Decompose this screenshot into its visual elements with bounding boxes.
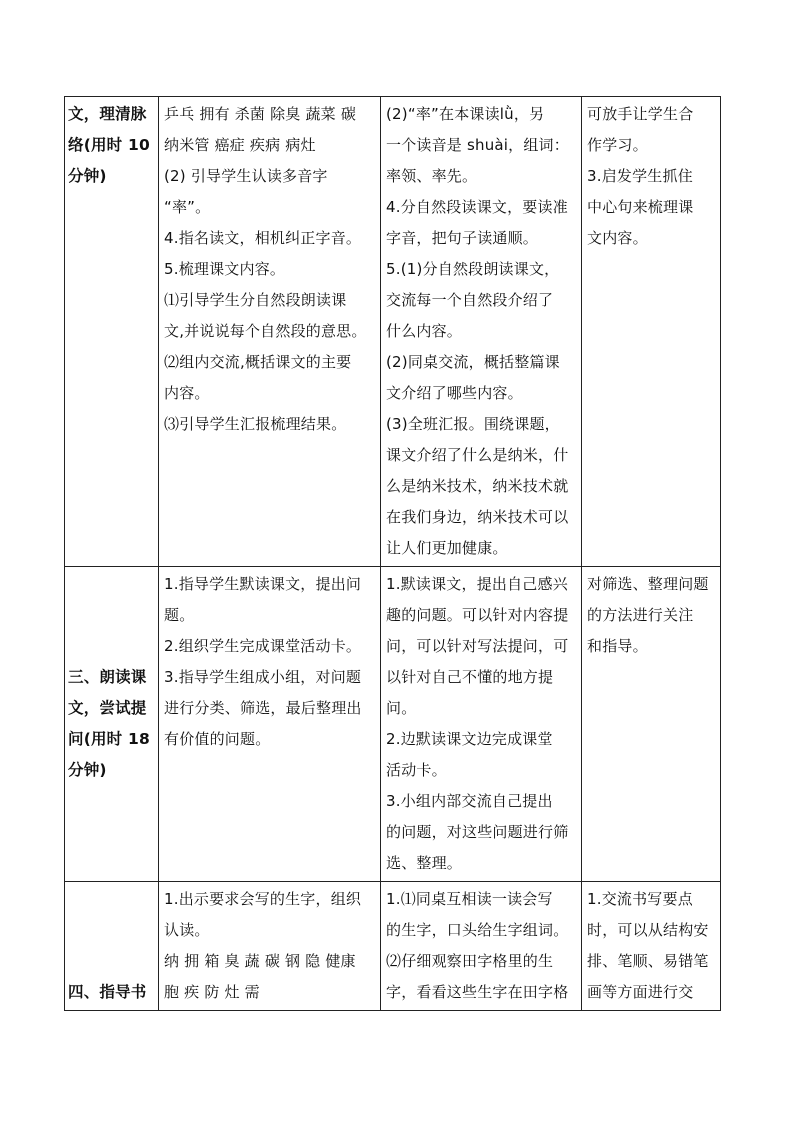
design-note-cell: 对筛选、整理问题 的方法进行关注 和指导。 <box>582 567 721 882</box>
teacher-activity-cell: 1.出示要求会写的生字，组织 认读。 纳 拥 箱 臭 蔬 碳 钢 隐 健康 胞 疾 防 灶 需 <box>159 882 381 1011</box>
student-activity-cell: 1.⑴同桌互相读一读会写 的生字，口头给生字组词。 ⑵仔细观察田字格里的生 字，看看这些生字在田字格 <box>381 882 582 1011</box>
teacher-activity-cell: 乒乓 拥有 杀菌 除臭 蔬菜 碳 纳米管 癌症 疾病 病灶 (2) 引导学生认读多音字 “率”。 4.指名读文，相机纠正字音。 5.梳理课文内容。 ⑴引导学生分自然段朗读课 文,并说说每个自然段的意思。 ⑵组内交流,概括课文的主要 内容。 ⑶引导学生汇报梳理结果。 <box>159 97 381 567</box>
table-row <box>65 882 721 1011</box>
student-activity-cell: (2)“率”在本课读lǜ，另 一个读音是 shuài，组词： 率领、率先。 4.分自然段读课文，要读准 字音，把句子读通顺。 5.(1)分自然段朗读课文， 交流每一个自然段介绍了 什么内容。 (2)同桌交流，概括整篇课 文介绍了哪些内容。 (3)全班汇报。围绕课题， 课文介绍了什么是纳米，什 么是纳米技术，纳米技术就 在我们身边，纳米技术可以 让人们更加健康。 <box>381 97 582 567</box>
table-row <box>65 97 721 567</box>
student-activity-cell: 1.默读课文，提出自己感兴 趣的问题。可以针对内容提 问，可以针对写法提问，可 以针对自己不懂的地方提 问。 2.边默读课文边完成课堂 活动卡。 3.小组内部交流自己提出 的问题，对这些问题进行筛 选、整理。 <box>381 567 582 882</box>
stage-cell: 四、指导书 <box>65 882 159 1011</box>
design-note-cell: 1.交流书写要点 时，可以从结构安 排、笔顺、易错笔 画等方面进行交 <box>582 882 721 1011</box>
teacher-activity-cell: 1.指导学生默读课文，提出问 题。 2.组织学生完成课堂活动卡。 3.指导学生组成小组，对问题 进行分类、筛选，最后整理出 有价值的问题。 <box>159 567 381 882</box>
stage-cell: 三、朗读课 文，尝试提 问(用时 18 分钟) <box>65 567 159 882</box>
lesson-plan-table <box>64 96 721 1011</box>
stage-cell: 文，理清脉 络(用时 10 分钟) <box>65 97 159 567</box>
design-note-cell: 可放手让学生合 作学习。 3.启发学生抓住 中心句来梳理课 文内容。 <box>582 97 721 567</box>
table-row <box>65 567 721 882</box>
